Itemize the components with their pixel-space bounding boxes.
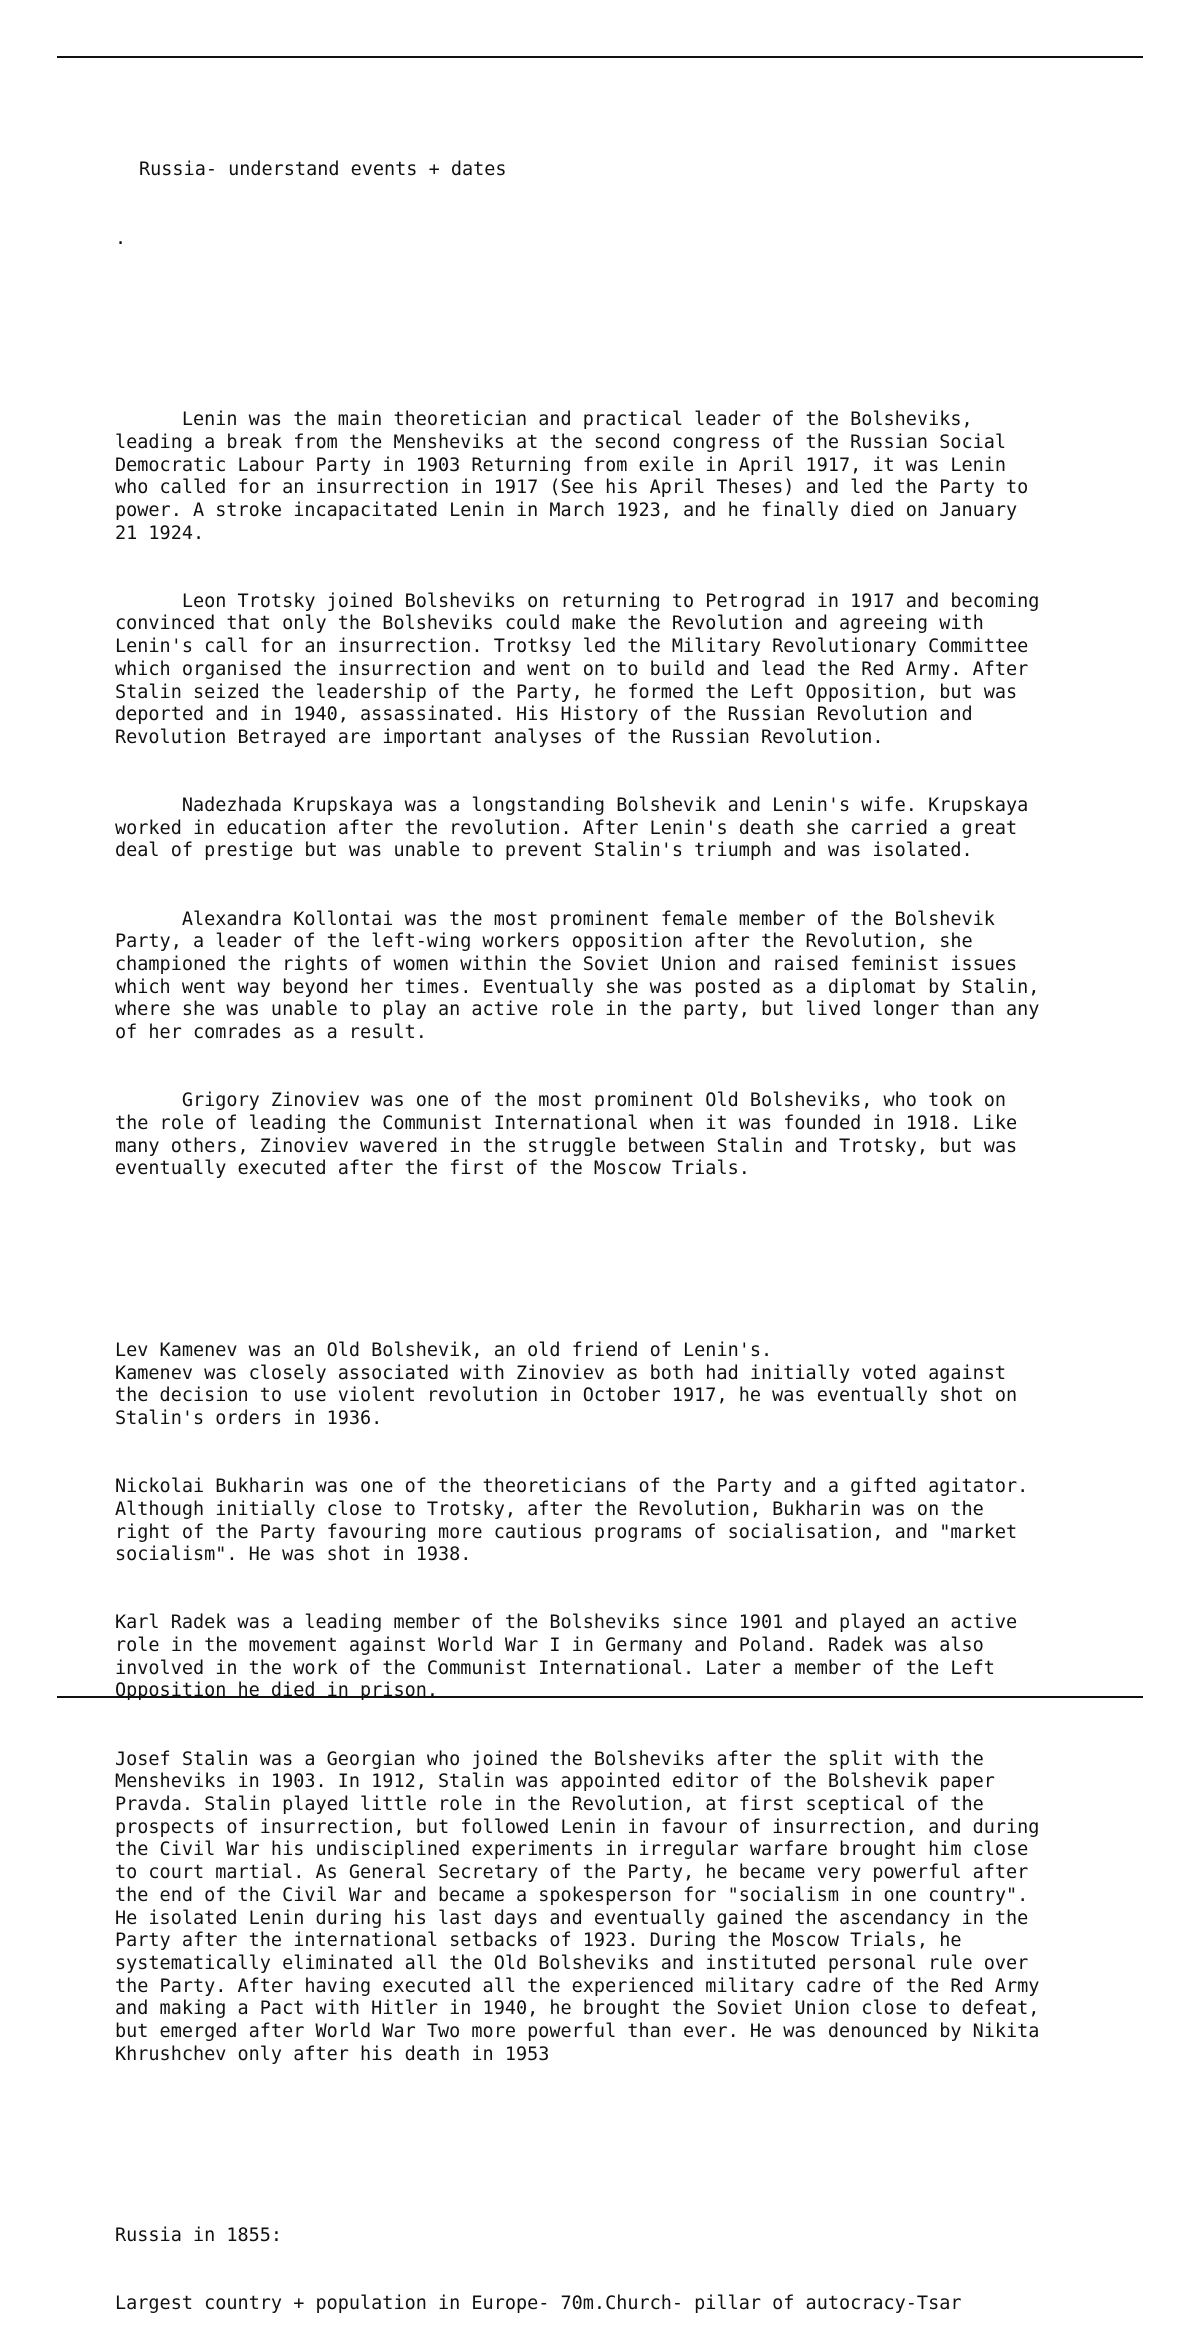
document-title: Russia- understand events + dates — [139, 159, 507, 181]
paragraph-zinoviev: Grigory Zinoviev was one of the most prominent Old Bolsheviks, who took on the role of leading the Communist International when it was founded in 1918. Like many others, Zinoviev wavered in the struggle between Stalin and Trotsky, but was eventually executed after the first of the Moscow Trials. — [115, 1090, 1018, 1180]
spacer — [115, 2135, 1155, 2158]
paragraph-krupskaya: Nadezhada Krupskaya was a longstanding Bolshevik and Lenin's wife. Krupskaya worked in education after the revolution. After Lenin's death she carried a great deal of prestige but was unable to prevent Stalin's triumph and was isolated. — [115, 795, 1029, 862]
paragraph-trotsky: Leon Trotsky joined Bolsheviks on returning to Petrograd in 1917 and becoming convinced that only the Bolsheviks could make the Revolution and agreeing with Lenin's call for an insurrection. Trotksy led the Military Revolutionary Committee which organised the insurrection and went on to build and lead the Red Army. After Stalin seized the leadership of the Party, he formed the Left Opposition, but was deported and in 1940, assassinated. His History of the Russian Revolution and Revolution Betrayed are important analyses of the Russian Revolution. — [115, 590, 1040, 748]
document-page — [115, 114, 1155, 2339]
paragraph-kamenev: Lev Kamenev was an Old Bolshevik, an old friend of Lenin's. Kamenev was closely associated with Zinoviev as both had initially voted against the decision to use violent revolution in October 1917, he was eventually shot on Stalin's orders in 1936. — [115, 1339, 1018, 1430]
paragraph-lenin: Lenin was the main theoretician and practical leader of the Bolsheviks, leading a break from the Mensheviks at the second congress of the Russian Social Democratic Labour Party in 1903 Returning from exile in April 1917, it was Lenin who called for an insurrection in 1917 (See his April Theses) and led the Party to power. A stroke incapacitated Lenin in March 1923, and he finally died on January 21 1924. — [115, 409, 1029, 544]
spacer — [115, 1249, 1155, 1272]
paragraph-stalin: Josef Stalin was a Georgian who joined the Bolsheviks after the split with the Mensheviks in 1903. In 1912, Stalin was appointed editor of the Bolshevik paper Pravda. Stalin played little role in the Revolution, at first sceptical of the prospects of insurrection, but followed Lenin in favour of insurrection, and during the Civil War his undisciplined experiments in irregular warfare brought him close to court martial. As General Secretary of the Party, he became very powerful after the end of the Civil War and became a spokesperson for "socialism in one country". He isolated Lenin during his last days and eventually gained the ascendancy in the Party after the international setbacks of 1923. During the Moscow Trials, he systematically eliminated all the Old Bolsheviks and instituted personal rule over the Party. After having executed all the experienced military cadre of the Red Army and making a Pact with Hitler in 1940, he brought the Soviet Union close to defeat, but emerged after World War Two more powerful than ever. He was denounced by Nikita Khrushchev only after his death in 1953 — [115, 1748, 1040, 2065]
section-heading-russia-1855: Russia in 1855: — [115, 2225, 283, 2247]
bottom-rule — [57, 1696, 1143, 1698]
section-line-russia-1855: Largest country + population in Europe- 70m.Church- pillar of autocracy-Tsar — [115, 2293, 962, 2315]
spacer — [115, 318, 1155, 341]
paragraph-kollontai: Alexandra Kollontai was the most prominent female member of the Bolshevik Party, a leader of the left-wing workers opposition after the Revolution, she championed the rights of women within the Soviet Union and raised feminist issues which went way beyond her times. Eventually she was posted as a diplomat by Stalin, where she was unable to play an active role in the party, but lived longer than any of her comrades as a result. — [115, 908, 1040, 1044]
title-dot: . — [115, 227, 127, 249]
top-rule — [57, 56, 1143, 58]
paragraph-radek: Karl Radek was a leading member of the Bolsheviks since 1901 and played an active role in the movement against World War I in Germany and Poland. Radek was also involved in the work of the Communist International. Later a member of the Left Opposition he died in prison. — [115, 1612, 1018, 1702]
paragraph-bukharin: Nickolai Bukharin was one of the theoreticians of the Party and a gifted agitator. Although initially close to Trotsky, after the Revolution, Bukharin was on the right of the Party favouring more cautious programs of socialisation, and "market socialism". He was shot in 1938. — [115, 1476, 1029, 1566]
